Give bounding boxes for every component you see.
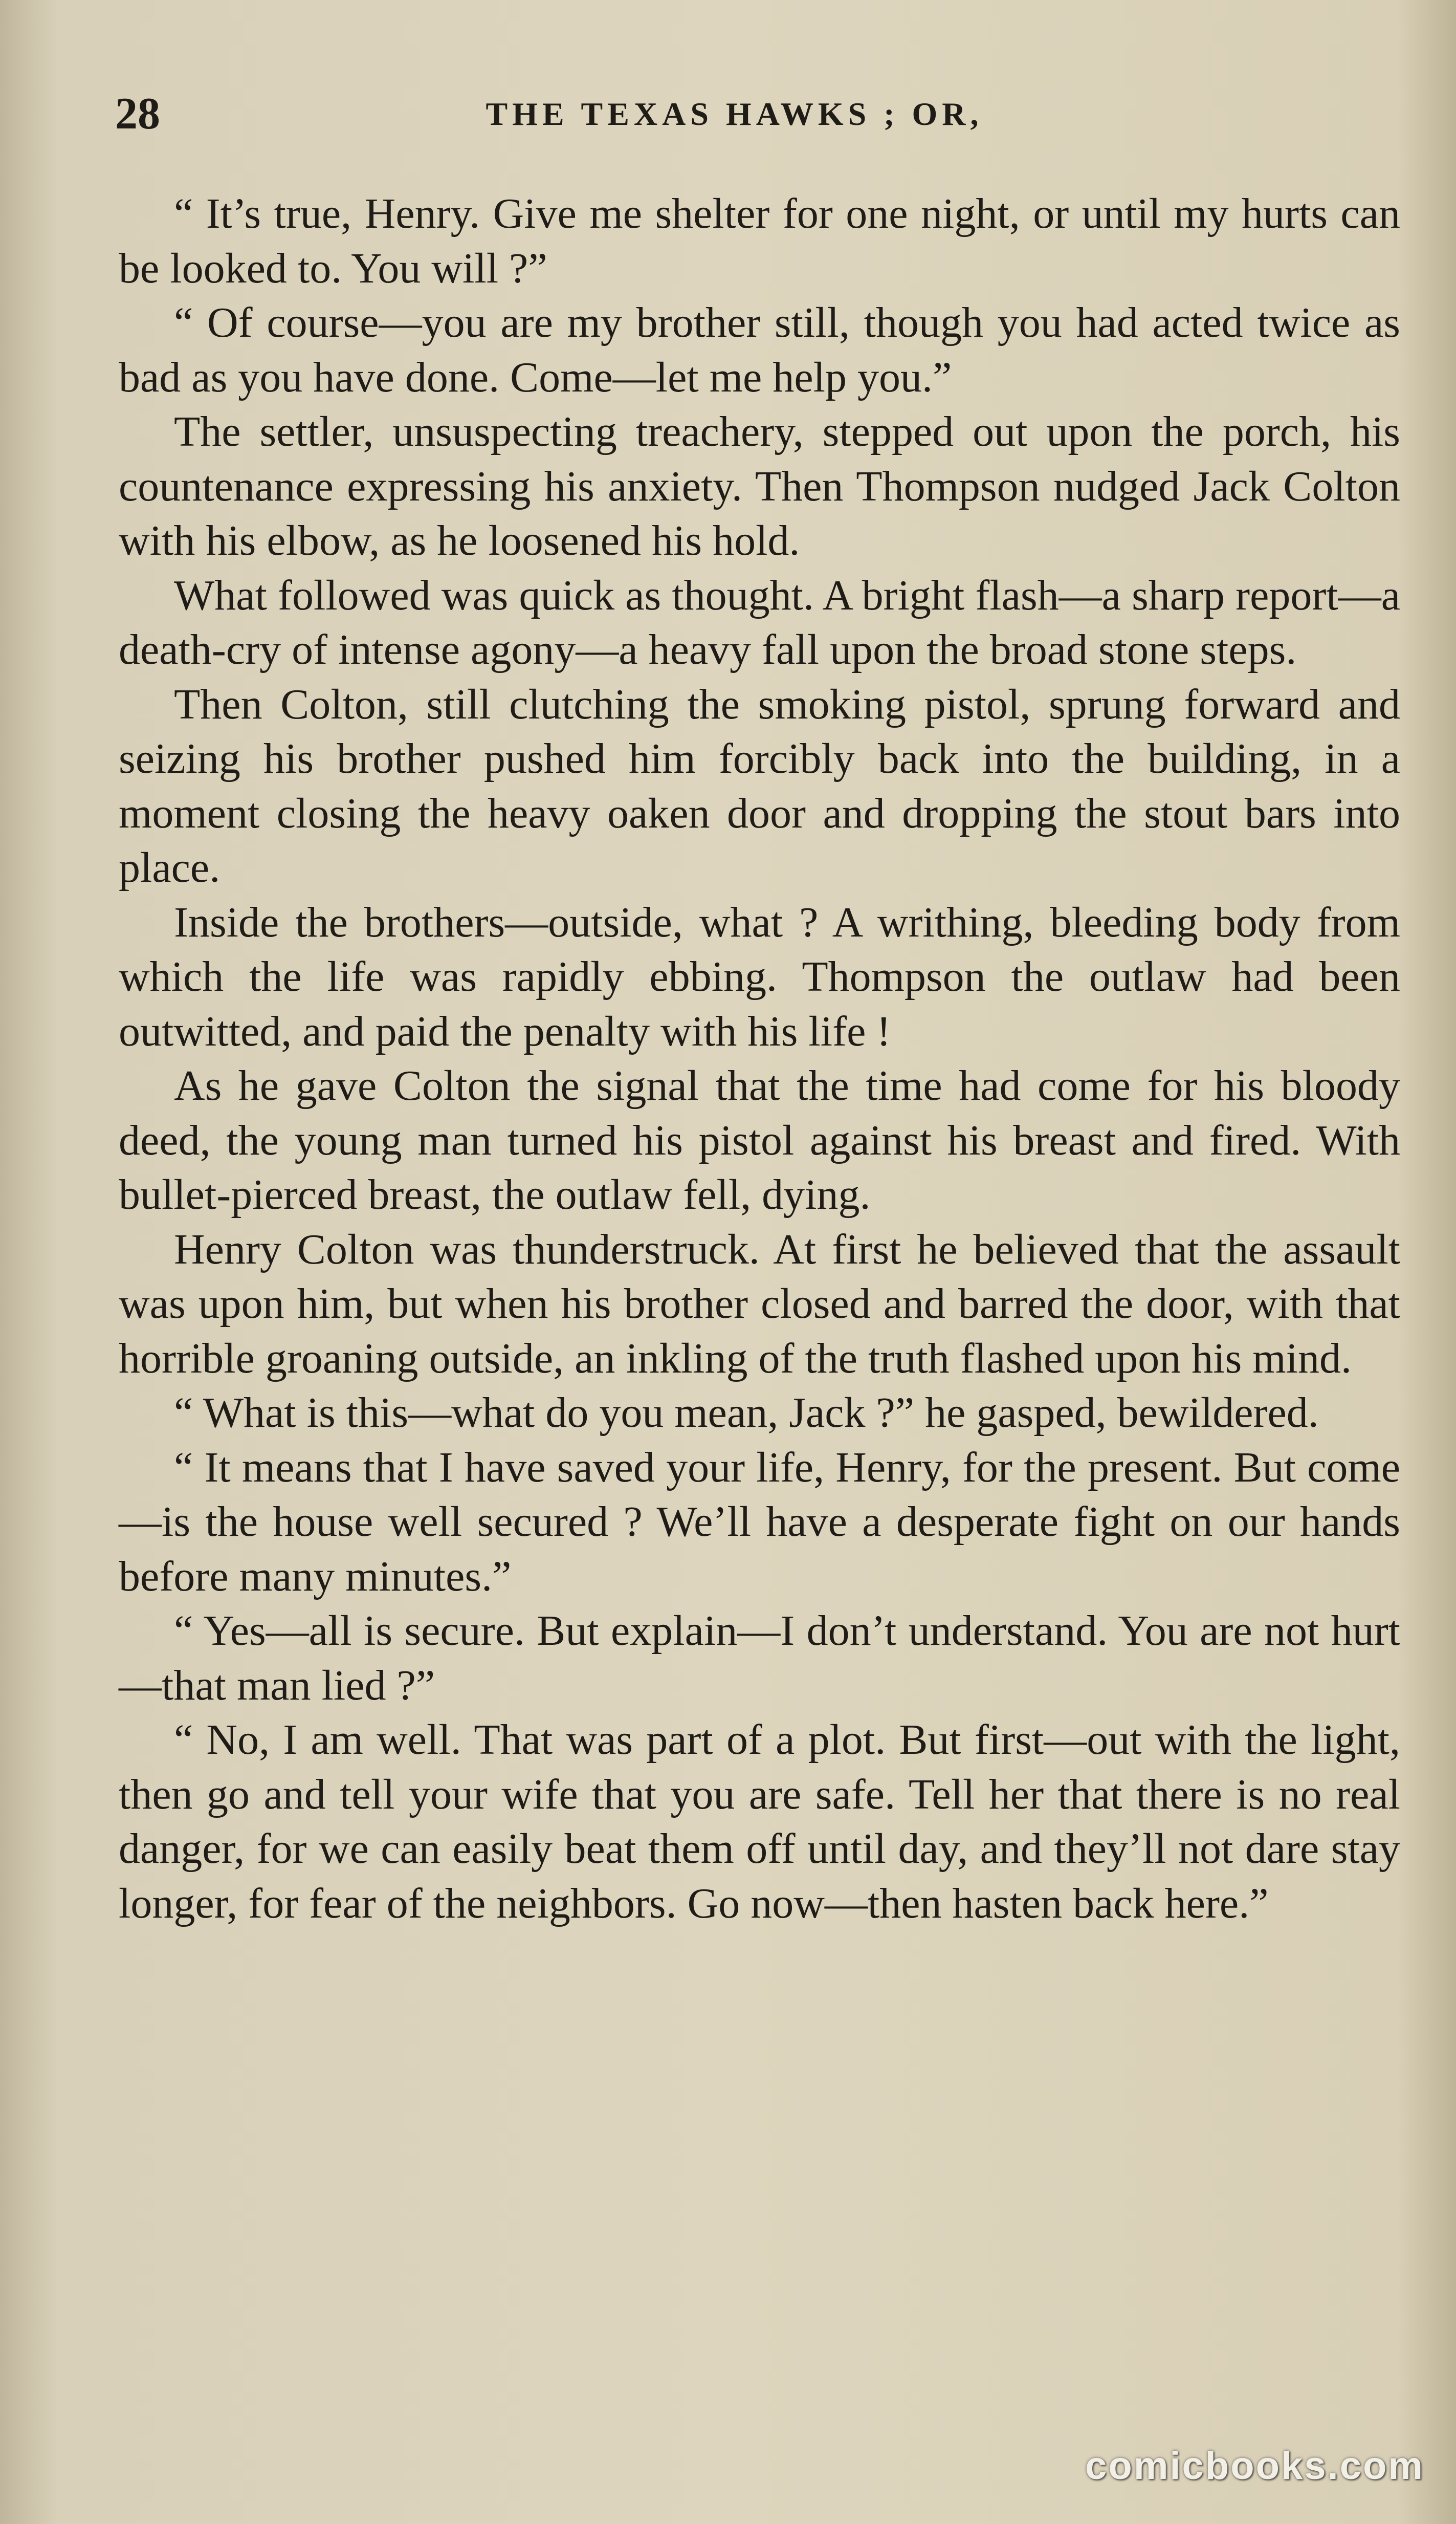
paragraph: “ Yes—all is secure. But explain—I don’t understand. You are not hurt—that man lied ?”	[119, 1607, 1400, 1709]
paragraph: “ It means that I have saved your life, Henry, for the present. But come—is the house well secured ? We’ll have a desperate fight on our hands before many minutes.”	[119, 1443, 1400, 1600]
paragraph: The settler, unsuspecting treachery, stepped out upon the porch, his countenance expressing his anxiety. Then Thompson nudged Jack Colton with his elbow, as he loosened his hold.	[119, 408, 1400, 564]
paragraph: What followed was quick as thought. A bright flash—a sharp report—a death-cry of intense agony—a heavy fall upon the broad stone steps.	[119, 571, 1400, 673]
body-text	[119, 187, 1400, 1931]
paragraph: “ Of course—you are my brother still, though you had acted twice as bad as you have done. Come—let me help you.”	[119, 299, 1400, 401]
running-head: THE TEXAS HAWKS ; OR,	[486, 96, 983, 132]
page-number: 28	[115, 89, 160, 139]
paragraph: Inside the brothers—outside, what ? A writhing, bleeding body from which the life was rapidly ebbing. Thompson the outlaw had been outwitted, and paid the penalty with his life !	[119, 898, 1400, 1055]
page-header	[115, 86, 1354, 142]
paragraph: “ What is this—what do you mean, Jack ?” he gasped, bewildered.	[174, 1389, 1319, 1437]
paragraph: As he gave Colton the signal that the time had come for his bloody deed, the young man turned his pistol against his breast and fired. With bullet-pierced breast, the outlaw fell, dying.	[119, 1062, 1400, 1219]
paragraph: Henry Colton was thunderstruck. At first he believed that the assault was upon him, but when his brother closed and barred the door, with that horrible groaning outside, an inkling of the truth flashed upon his mind.	[119, 1225, 1400, 1382]
paragraph: “ It’s true, Henry. Give me shelter for one night, or until my hurts can be looked to. You will ?”	[119, 190, 1400, 292]
paragraph: Then Colton, still clutching the smoking pistol, sprung forward and seizing his brother pushed him forcibly back into the building, in a moment closing the heavy oaken door and dropping the stout bars into place.	[119, 680, 1400, 891]
site-watermark: comicbooks.com	[1085, 2444, 1424, 2488]
paragraph: “ No, I am well. That was part of a plot. But first—out with the light, then go and tell your wife that you are safe. Tell her that there is no real danger, for we can easily beat them off until day, and they’ll not dare stay longer, for fear of the neighbors. Go now—then hasten back here.”	[119, 1716, 1400, 1927]
